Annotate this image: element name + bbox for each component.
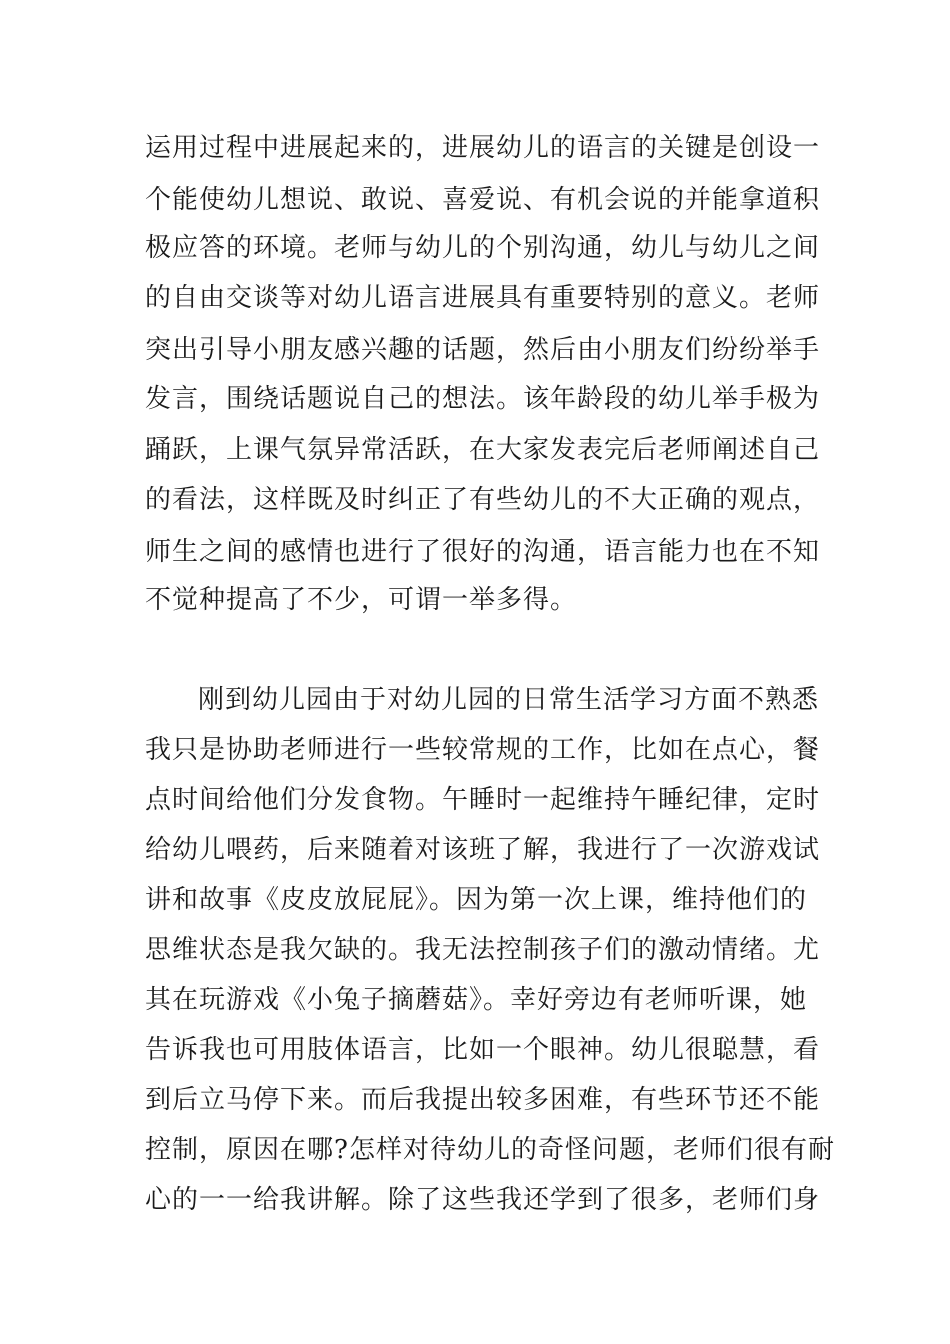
text-line: 我只是协助老师进行一些较常规的工作，比如在点心，餐 [145,735,821,765]
text-line: 刚到幼儿园由于对幼儿园的日常生活学习方面不熟悉 [198,685,820,715]
text-line: 不觉种提高了不少，可谓一举多得。 [145,585,578,615]
text-line: 发言，围绕话题说自己的想法。该年龄段的幼儿举手极为 [145,384,821,414]
text-line: 思维状态是我欠缺的。我无法控制孩子们的激动情绪。尤 [145,935,821,965]
text-line: 极应答的环境。老师与幼儿的个别沟通，幼儿与幼儿之间 [145,233,821,263]
text-line: 个能使幼儿想说、敢说、喜爱说、有机会说的并能拿道积 [145,185,821,215]
text-line: 点时间给他们分发食物。午睡时一起维持午睡纪律，定时 [145,785,821,815]
text-line: 控制，原因在哪?怎样对待幼儿的奇怪问题，老师们很有耐 [145,1135,835,1165]
text-line: 踊跃，上课气氛异常活跃，在大家发表完后老师阐述自己 [145,435,821,465]
text-line: 运用过程中进展起来的，进展幼儿的语言的关键是创设一 [145,133,821,163]
text-line: 给幼儿喂药，后来随着对该班了解，我进行了一次游戏试 [145,835,821,865]
text-line: 师生之间的感情也进行了很好的沟通，语言能力也在不知 [145,537,821,567]
text-line: 的看法，这样既及时纠正了有些幼儿的不大正确的观点， [145,485,821,515]
text-line: 突出引导小朋友感兴趣的话题，然后由小朋友们纷纷举手 [145,335,821,365]
text-line: 其在玩游戏《小兔子摘蘑菇》。幸好旁边有老师听课，她 [145,985,808,1015]
text-line: 心的一一给我讲解。除了这些我还学到了很多，老师们身 [145,1185,821,1215]
text-line: 到后立马停下来。而后我提出较多困难，有些环节还不能 [145,1085,821,1115]
text-line: 讲和故事《皮皮放屁屁》。因为第一次上课，维持他们的 [145,885,808,915]
text-line: 告诉我也可用肢体语言，比如一个眼神。幼儿很聪慧，看 [145,1035,821,1065]
text-line: 的自由交谈等对幼儿语言进展具有重要特别的意义。老师 [145,283,821,313]
